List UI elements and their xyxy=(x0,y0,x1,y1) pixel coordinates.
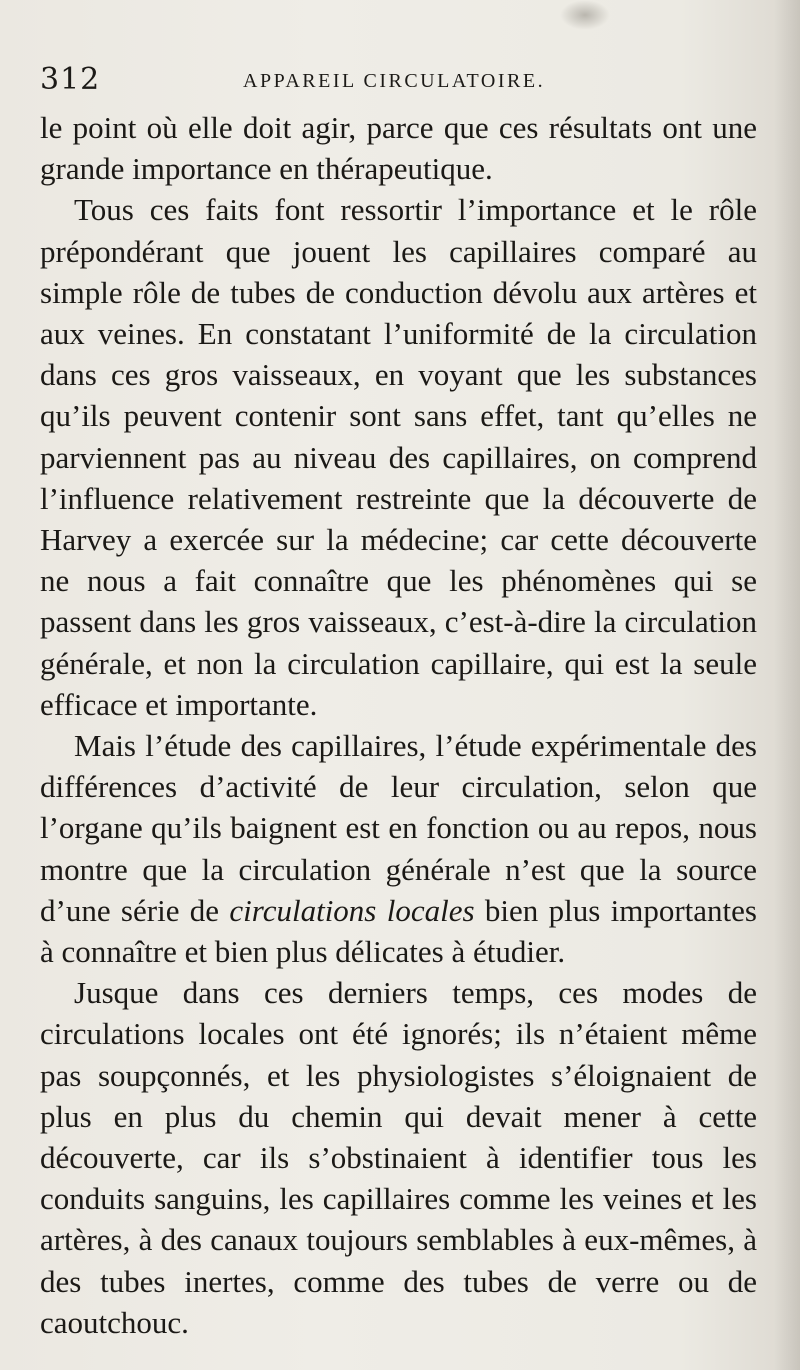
page-header xyxy=(40,62,760,102)
page-number: 312 xyxy=(40,62,101,97)
paragraph-3 xyxy=(40,725,757,972)
paragraph-1: le point où elle doit agir, parce que ces résultats ont une grande importance en thérapeutique. xyxy=(40,110,757,187)
paper-stain xyxy=(560,0,610,30)
paragraph-4: Jusque dans ces derniers temps, ces modes de circulations locales ont été ignorés; ils n’étaient même pas soupçonnés, et les physiologistes s’éloignaient de plus en plus du chemin qui devait mener à cette découverte, car ils s’obstinaient à identifier tous les conduits sanguins, les capillaires comme les veines et les artères, à des canaux toujours semblables à eux-mêmes, à des tubes inertes, comme des tubes de verre ou de caoutchouc. xyxy=(40,975,757,1340)
body-text xyxy=(40,107,757,1343)
paragraph-2: Tous ces faits font ressortir l’importance et le rôle prépondérant que jouent les capillaires comparé au simple rôle de tubes de conduction dévolu aux artères et aux veines. En constatant l’uniformité de la circulation dans ces gros vaisseaux, en voyant que les substances qu’ils peuvent contenir sont sans effet, tant qu’elles ne parviennent pas au niveau des capillaires, on comprend l’influence relativement restreinte que la découverte de Harvey a exercée sur la médecine; car cette découverte ne nous a fait connaître que les phénomènes qui se passent dans les gros vaisseaux, c’est-à-dire la circulation générale, et non la circulation capillaire, qui est la seule efficace et importante. xyxy=(40,192,757,722)
running-head: APPAREIL CIRCULATOIRE. xyxy=(243,70,546,92)
paragraph-3-part-1: Mais l’étude des capillaires, l’étude expérimentale des différences d’activité de leur circulation, selon que l’organe qu’ils baignent est en fonction ou au repos, nous montre que la circulation générale n’est que la source d’une série de xyxy=(40,728,757,928)
page-edge-shadow xyxy=(774,0,800,1370)
paragraph-3-part-2: bien plus importantes à connaître et bien plus délicates à étudier. xyxy=(40,892,757,970)
paragraph-3-italic: circulations locales xyxy=(229,892,475,928)
